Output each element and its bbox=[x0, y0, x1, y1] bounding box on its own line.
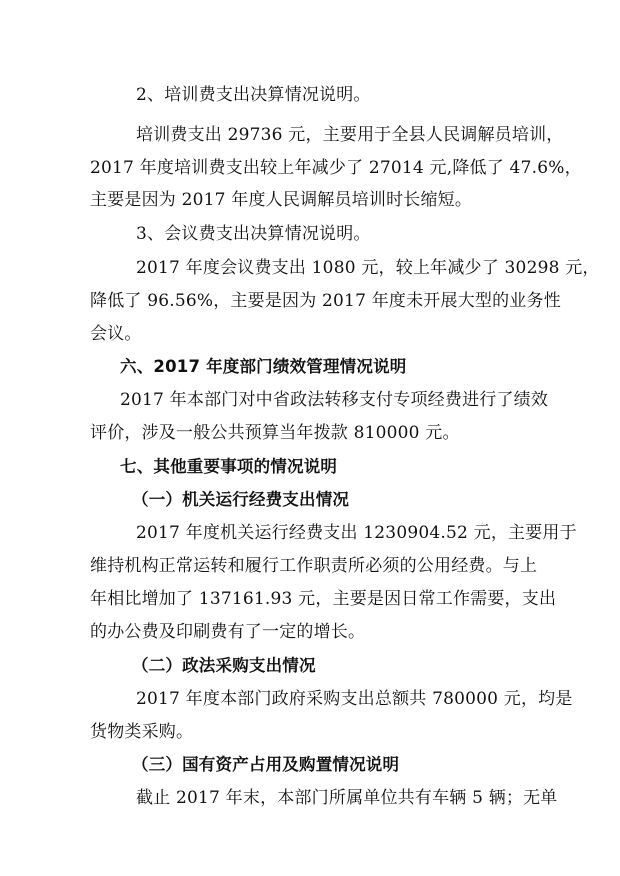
paragraph-line: 评价，涉及一般公共预算当年拨款 810000 元。 bbox=[90, 423, 460, 443]
section-heading-other-matters: 七、其他重要事项的情况说明 bbox=[120, 457, 338, 476]
paragraph-line: 的办公费及印刷费有了一定的增长。 bbox=[90, 622, 366, 642]
paragraph-line: 货物类采购。 bbox=[90, 722, 194, 742]
paragraph-line: 主要是因为 2017 年度人民调解员培训时长缩短。 bbox=[90, 190, 473, 210]
subsection-heading-state-assets: （三）国有资产占用及购置情况说明 bbox=[132, 755, 400, 774]
section-heading-meeting: 3、会议费支出决算情况说明。 bbox=[136, 224, 371, 244]
subsection-heading-procurement: （二）政法采购支出情况 bbox=[132, 656, 316, 675]
subsection-heading-operating-costs: （一）机关运行经费支出情况 bbox=[132, 490, 350, 509]
paragraph-line: 2017 年本部门对中省政法转移支付专项经费进行了绩效 bbox=[120, 390, 549, 410]
section-heading-training: 2、培训费支出决算情况说明。 bbox=[136, 85, 371, 105]
paragraph-line: 2017 年度机关运行经费支出 1230904.52 元，主要用于 bbox=[136, 523, 577, 543]
paragraph-line: 维持机构正常运转和履行工作职责所必须的公用经费。与上 bbox=[90, 556, 538, 576]
section-heading-performance: 六、2017 年度部门绩效管理情况说明 bbox=[120, 357, 407, 376]
paragraph-line: 降低了 96.56%，主要是因为 2017 年度未开展大型的业务性 bbox=[90, 291, 561, 311]
paragraph-line: 年相比增加了 137161.93 元，主要是因日常工作需要，支出 bbox=[90, 589, 557, 609]
paragraph-line: 2017 年度会议费支出 1080 元，较上年减少了 30298 元， bbox=[136, 258, 600, 278]
paragraph-line: 会议。 bbox=[90, 324, 142, 344]
paragraph-line: 2017 年度培训费支出较上年减少了 27014 元,降低了 47.6%， bbox=[90, 158, 582, 178]
paragraph-line: 2017 年度本部门政府采购支出总额共 780000 元，均是 bbox=[136, 689, 573, 709]
paragraph-line: 培训费支出 29736 元，主要用于全县人民调解员培训， bbox=[136, 125, 564, 145]
paragraph-line: 截止 2017 年末，本部门所属单位共有车辆 5 辆；无单 bbox=[136, 788, 558, 808]
